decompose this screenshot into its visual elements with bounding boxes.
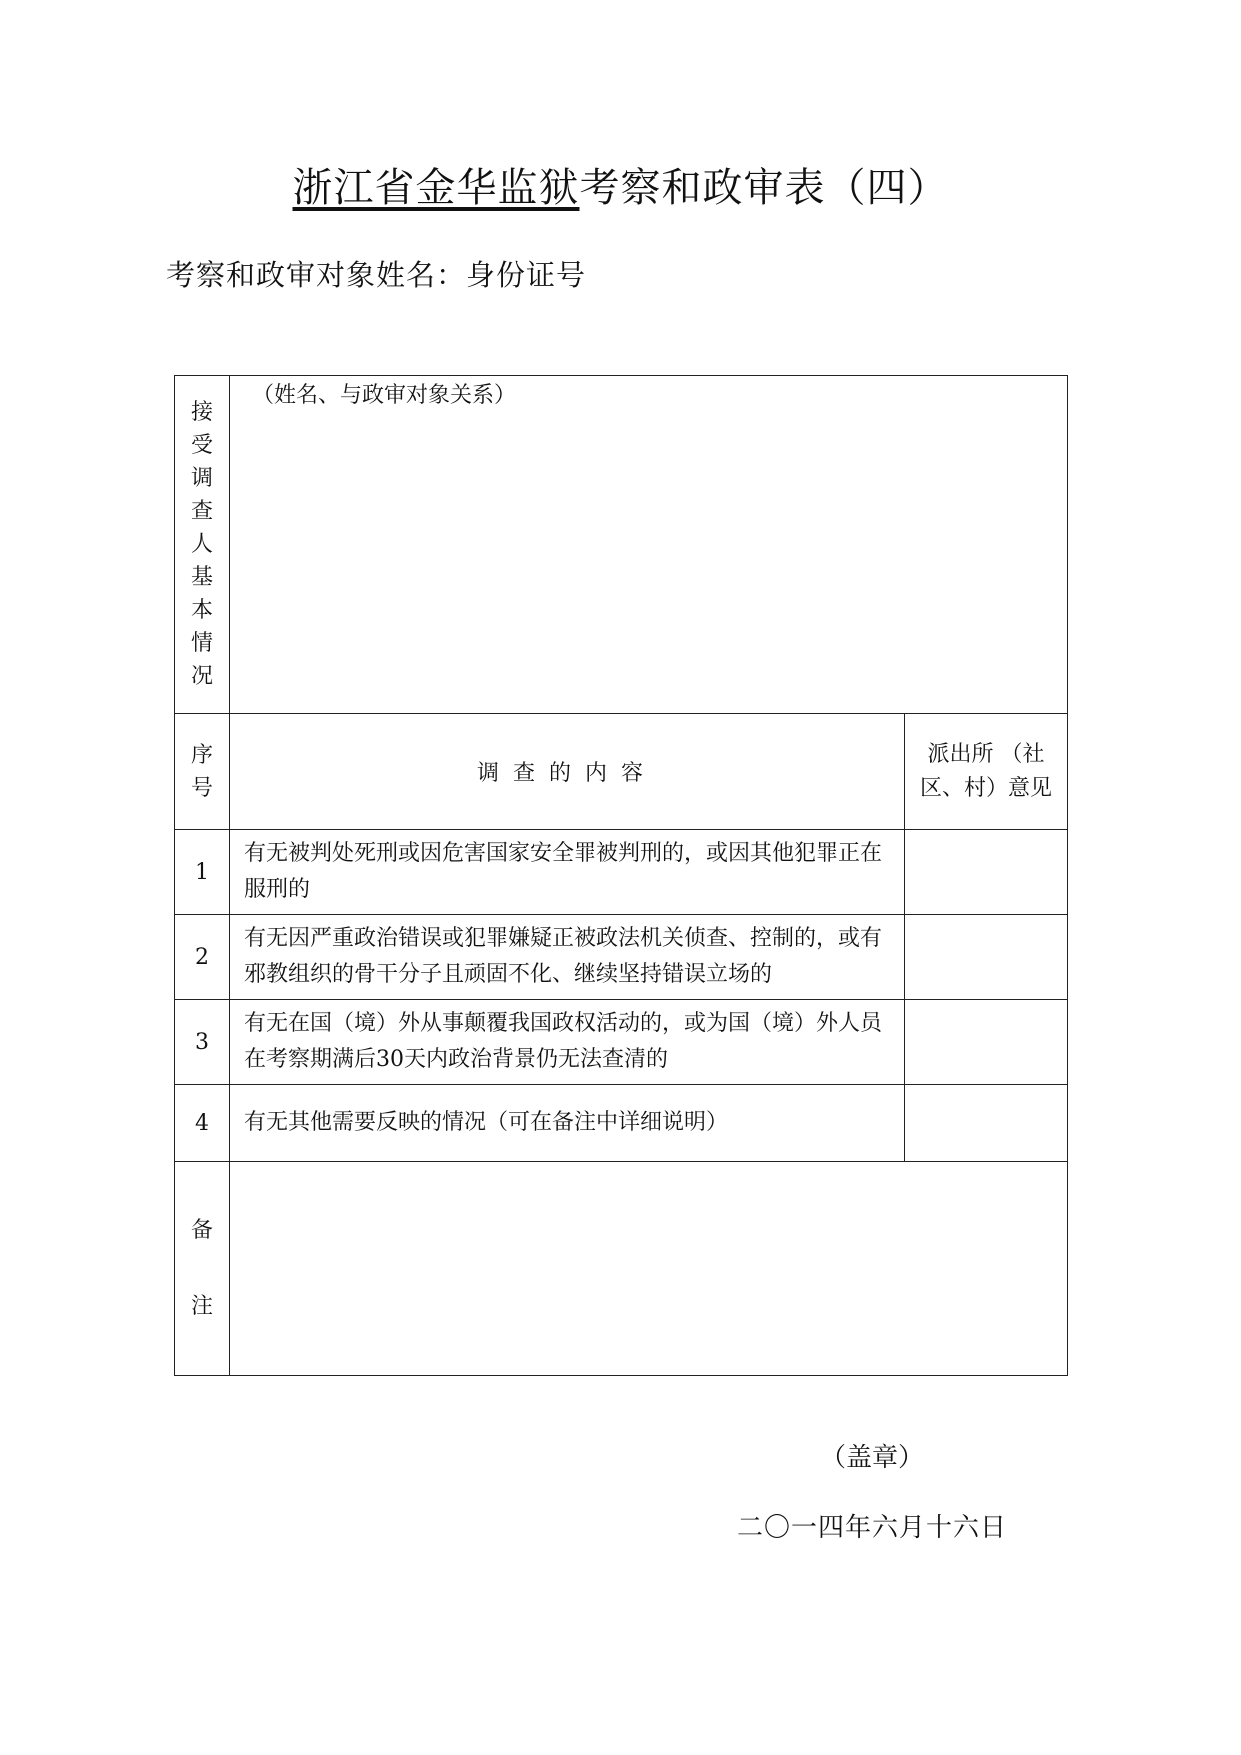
respondent-label: 接 受 调 查 人 基 本 情 况 [175, 376, 230, 714]
table-row [175, 1000, 1068, 1085]
opinion-field[interactable] [904, 1000, 1067, 1085]
table-row [175, 1085, 1068, 1162]
respondent-hint: （姓名、与政审对象关系） [252, 383, 517, 408]
subject-line: 考察和政审对象姓名：身份证号 [166, 258, 587, 292]
opinion-header: 派出所 （社区、村）意见 [904, 714, 1067, 830]
table-row [175, 915, 1068, 1000]
opinion-field[interactable] [904, 830, 1067, 915]
page-title [0, 160, 1241, 216]
date: 二〇一四年六月十六日 [737, 1513, 1008, 1543]
item-text: 有无在国（境）外从事颠覆我国政权活动的，或为国（境）外人员在考察期满后30天内政治背景仍无法查清的 [230, 1000, 905, 1085]
item-number: 4 [175, 1085, 230, 1162]
opinion-field[interactable] [904, 1085, 1067, 1162]
title-institution: 浙江省金华监狱 [292, 165, 580, 211]
remarks-field[interactable] [230, 1162, 1068, 1376]
respondent-row [175, 376, 1068, 714]
respondent-info-field[interactable] [230, 376, 1068, 714]
item-text: 有无其他需要反映的情况（可在备注中详细说明） [230, 1085, 905, 1162]
remarks-row [175, 1162, 1068, 1376]
title-form-name: 考察和政审表（四） [579, 165, 949, 211]
table-row [175, 830, 1068, 915]
item-text: 有无因严重政治错误或犯罪嫌疑正被政法机关侦查、控制的，或有邪教组织的骨干分子且顽固不化、继续坚持错误立场的 [230, 915, 905, 1000]
item-number: 3 [175, 1000, 230, 1085]
remarks-label: 备 注 [175, 1162, 230, 1376]
item-number: 2 [175, 915, 230, 1000]
opinion-field[interactable] [904, 915, 1067, 1000]
stamp-label: （盖章） [820, 1443, 925, 1473]
index-header: 序 号 [175, 714, 230, 830]
content-header: 调查的内容 [230, 714, 905, 830]
header-row [175, 714, 1068, 830]
item-text: 有无被判处死刑或因危害国家安全罪被判刑的，或因其他犯罪正在服刑的 [230, 830, 905, 915]
item-number: 1 [175, 830, 230, 915]
survey-table [174, 375, 1068, 1376]
